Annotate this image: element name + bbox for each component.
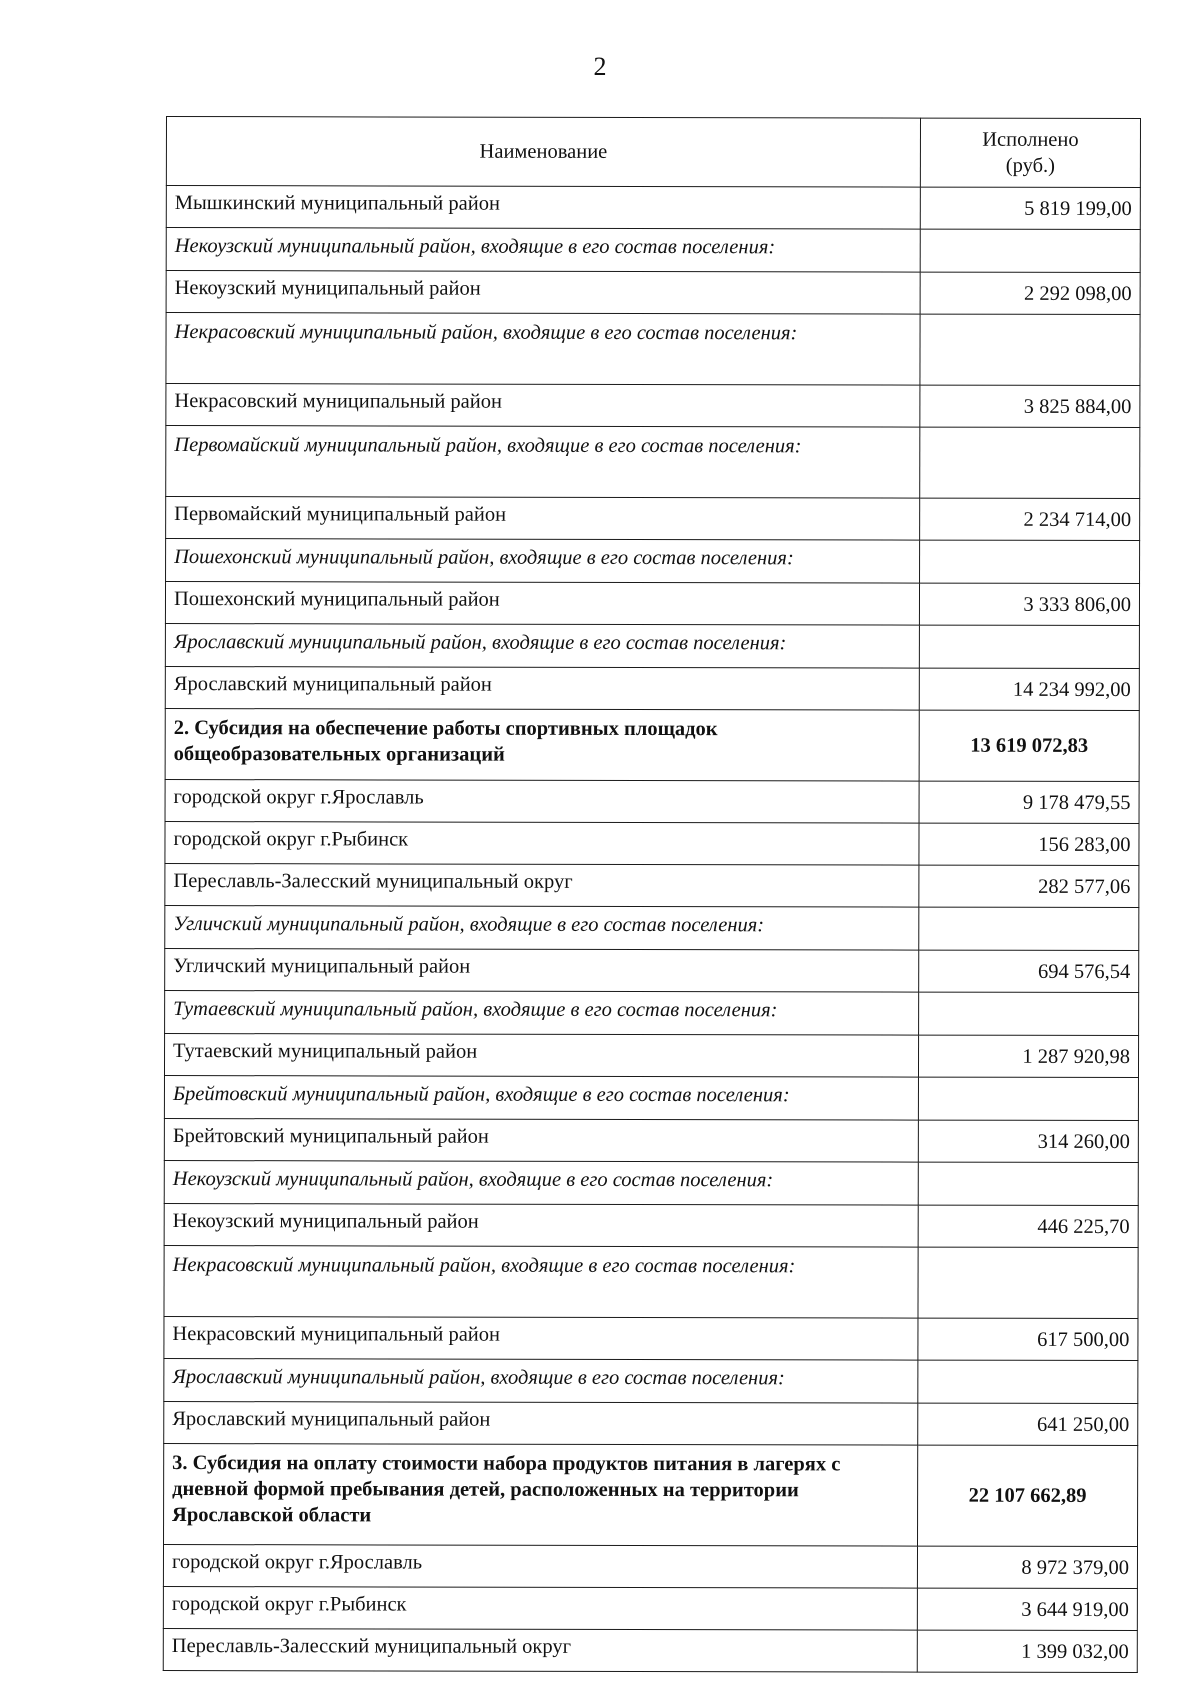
- row-amount-cell: [918, 1162, 1138, 1205]
- district-row: [164, 1401, 1138, 1445]
- row-name-cell: Мышкинский муниципальный район: [166, 186, 920, 230]
- column-header-amount-line2: (руб.): [1005, 154, 1055, 177]
- settlements-heading-row: [165, 905, 1139, 950]
- row-amount-cell: [918, 1247, 1138, 1318]
- settlements-heading-row: [165, 623, 1139, 668]
- row-name-cell: Некоузский муниципальный район, входящие в его состав поселения:: [164, 1160, 918, 1205]
- district-row: [164, 1203, 1138, 1247]
- row-amount-cell: 1 287 920,98: [918, 1035, 1138, 1077]
- row-amount-cell: [918, 1077, 1138, 1120]
- row-amount-cell: 617 500,00: [918, 1318, 1138, 1360]
- settlements-heading-row: [164, 1245, 1138, 1318]
- district-row: [165, 779, 1139, 823]
- settlements-heading-row: [166, 313, 1140, 386]
- row-amount-cell: [919, 625, 1139, 668]
- settlements-heading-row: [166, 426, 1140, 499]
- row-amount-cell: 156 283,00: [919, 823, 1139, 865]
- row-amount-cell: 8 972 379,00: [917, 1546, 1137, 1588]
- row-name-cell: Тутаевский муниципальный район: [164, 1033, 918, 1077]
- table-header-row: [166, 117, 1140, 188]
- row-amount-cell: 641 250,00: [918, 1403, 1138, 1445]
- row-amount-cell: 3 644 919,00: [917, 1588, 1137, 1630]
- row-name-cell: Тутаевский муниципальный район, входящие в его состав поселения:: [165, 990, 919, 1035]
- district-row: [164, 1033, 1138, 1077]
- row-amount-cell: 5 819 199,00: [920, 187, 1140, 229]
- row-name-cell: Ярославский муниципальный район: [164, 1401, 918, 1445]
- row-amount-cell: 22 107 662,89: [918, 1445, 1138, 1546]
- row-name-cell: городской округ г.Ярославль: [163, 1544, 917, 1588]
- row-name-cell: Угличский муниципальный район, входящие в его состав поселения:: [165, 905, 919, 950]
- row-amount-cell: [920, 229, 1140, 272]
- column-header-amount: [920, 118, 1140, 187]
- district-row: [163, 1628, 1137, 1672]
- row-name-cell: городской округ г.Рыбинск: [163, 1586, 917, 1630]
- row-amount-cell: 13 619 072,83: [919, 710, 1139, 781]
- district-row: [165, 863, 1139, 907]
- row-name-cell: Некоузский муниципальный район: [166, 271, 920, 315]
- row-amount-cell: 446 225,70: [918, 1205, 1138, 1247]
- column-header-name: Наименование: [166, 117, 920, 188]
- row-name-cell: городской округ г.Ярославль: [165, 779, 919, 823]
- row-amount-cell: [920, 314, 1140, 385]
- row-amount-cell: 1 399 032,00: [917, 1630, 1137, 1672]
- district-row: [166, 497, 1140, 541]
- settlements-heading-row: [166, 539, 1140, 584]
- settlements-heading-row: [165, 990, 1139, 1035]
- district-row: [164, 1118, 1138, 1162]
- district-row: [165, 821, 1139, 865]
- row-name-cell: Переславль-Залесский муниципальный округ: [165, 863, 919, 907]
- row-amount-cell: 14 234 992,00: [919, 668, 1139, 710]
- row-name-cell: 3. Субсидия на оплату стоимости набора продуктов питания в лагерях с дневной формой пребывания детей, расположенных на территории Ярославской области: [164, 1443, 918, 1546]
- budget-execution-table: [163, 116, 1141, 1673]
- row-amount-cell: 2 234 714,00: [920, 498, 1140, 540]
- table-body: [163, 186, 1140, 1673]
- district-row: [165, 582, 1139, 626]
- district-row: [164, 1316, 1138, 1360]
- row-name-cell: Ярославский муниципальный район, входящие в его состав поселения:: [164, 1358, 918, 1403]
- row-amount-cell: [920, 427, 1140, 498]
- row-amount-cell: 3 333 806,00: [919, 583, 1139, 625]
- row-amount-cell: 9 178 479,55: [919, 781, 1139, 823]
- row-name-cell: Ярославский муниципальный район: [165, 666, 919, 710]
- row-name-cell: Брейтовский муниципальный район: [164, 1118, 918, 1162]
- district-row: [166, 384, 1140, 428]
- row-name-cell: Первомайский муниципальный район, входящие в его состав поселения:: [166, 426, 920, 499]
- row-name-cell: Некрасовский муниципальный район, входящие в его состав поселения:: [166, 313, 920, 386]
- row-name-cell: Некрасовский муниципальный район: [166, 384, 920, 428]
- row-name-cell: Угличский муниципальный район: [165, 948, 919, 992]
- district-row: [165, 666, 1139, 710]
- settlements-heading-row: [164, 1358, 1138, 1403]
- row-name-cell: Некрасовский муниципальный район: [164, 1316, 918, 1360]
- row-amount-cell: 3 825 884,00: [920, 385, 1140, 427]
- settlements-heading-row: [166, 228, 1140, 273]
- subsidy-section-row: [164, 1443, 1138, 1546]
- row-name-cell: городской округ г.Рыбинск: [165, 821, 919, 865]
- row-amount-cell: 694 576,54: [919, 950, 1139, 992]
- row-name-cell: Первомайский муниципальный район: [166, 497, 920, 541]
- row-amount-cell: [919, 907, 1139, 950]
- row-amount-cell: 314 260,00: [918, 1120, 1138, 1162]
- row-name-cell: Пошехонский муниципальный район: [165, 582, 919, 626]
- row-name-cell: Брейтовский муниципальный район, входящие в его состав поселения:: [164, 1075, 918, 1120]
- row-name-cell: Некоузский муниципальный район: [164, 1203, 918, 1247]
- row-amount-cell: 282 577,06: [919, 865, 1139, 907]
- row-amount-cell: [920, 540, 1140, 583]
- district-row: [166, 186, 1140, 230]
- row-name-cell: Ярославский муниципальный район, входящие в его состав поселения:: [165, 623, 919, 668]
- district-row: [166, 271, 1140, 315]
- row-amount-cell: [918, 1360, 1138, 1403]
- column-header-amount-line1: Исполнено: [982, 128, 1079, 151]
- row-amount-cell: 2 292 098,00: [920, 272, 1140, 314]
- row-name-cell: Переславль-Залесский муниципальный округ: [163, 1628, 917, 1672]
- settlements-heading-row: [164, 1160, 1138, 1205]
- row-name-cell: Некрасовский муниципальный район, входящие в его состав поселения:: [164, 1245, 918, 1318]
- subsidy-section-row: [165, 708, 1139, 781]
- district-row: [163, 1586, 1137, 1630]
- row-name-cell: Некоузский муниципальный район, входящие в его состав поселения:: [166, 228, 920, 273]
- district-row: [163, 1544, 1137, 1588]
- page-number: 2: [593, 52, 607, 81]
- settlements-heading-row: [164, 1075, 1138, 1120]
- row-name-cell: Пошехонский муниципальный район, входящие в его состав поселения:: [166, 539, 920, 584]
- row-amount-cell: [919, 992, 1139, 1035]
- district-row: [165, 948, 1139, 992]
- row-name-cell: 2. Субсидия на обеспечение работы спортивных площадок общеобразовательных организаций: [165, 708, 919, 781]
